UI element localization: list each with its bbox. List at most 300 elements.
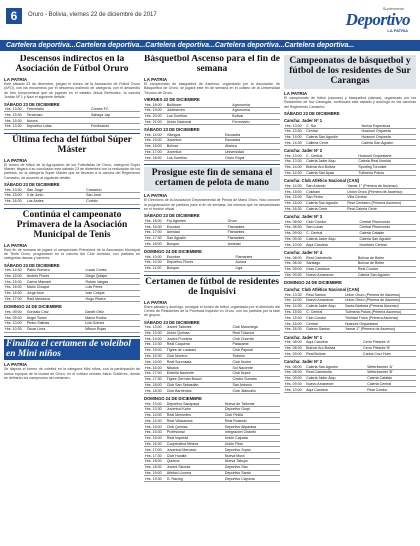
match-time: Hrs. 17:00 [144, 149, 166, 155]
match-time: Hrs. 15:00 [284, 309, 305, 315]
match-time: Hrs. 16:00 [144, 359, 166, 365]
article-kicker: LA PATRIA [4, 362, 28, 368]
home-team: Club Huatila [166, 453, 224, 459]
away-team: Caleria San Agustín [359, 236, 416, 242]
article-body: El torneo de fútbol de la Agrupación de los Futbolistas de Oruro, categoría Súper Máster, llegará a su conclusión este sábado 23 de diciembre con la realización de los partidos, en la categoría Súper Máster que se llevarán a la cancha del Regimiento Camacho, de acuerdo al siguiente detalle. [4, 162, 140, 180]
match-time: Hrs. 13:00 [284, 153, 305, 158]
match-time: Hrs. 18:00 [144, 155, 166, 161]
home-team: Cooperativa Minera [166, 441, 224, 447]
home-team: Jorge Arce [26, 290, 85, 296]
home-team: Nikalos [166, 365, 232, 371]
article-headline: Última fecha del fútbol Súper Máster [12, 134, 132, 155]
away-team: Nueva Tabuyo [224, 458, 280, 464]
away-team: Hugo Rivera [85, 296, 141, 302]
away-team: Luis Gómez [84, 320, 140, 326]
section-banner: Cartelera deportiva...Cartelera deportiva...Cartelera deportiva...Cartelera deportiva...Cartelera deportiva... [0, 40, 420, 51]
article-body: El campeonato de básquetbol de Ascenso, organizado por la Asociación de Básquetbol de Oruro, se jugará este fin de semana en el coliseo de la Universidad Técnica de Oruro. [144, 81, 280, 95]
home-team: San Agustín [166, 235, 227, 241]
home-team: Bosque [166, 265, 235, 271]
away-team: Caleria San Agustín [361, 140, 416, 146]
venue-title: Cancha: Jader Nº 2 [284, 148, 323, 154]
match-time: Hrs. 16:30 [144, 224, 166, 230]
home-team: Nuevo Amanecer [305, 381, 366, 387]
match-time: Hrs. 17:30 [144, 235, 166, 241]
article-kicker: LA PATRIA [4, 157, 28, 163]
logo-title: Deportivo [345, 10, 410, 29]
away-team: Deportivo Gurpi [224, 406, 280, 412]
home-team: Raúl Mendoza [26, 296, 85, 302]
match-time: Hrs. 09:00 [284, 266, 305, 272]
away-team: Santa Bárbara (Primera Ascenso) [344, 303, 416, 309]
match-time: Hrs. 13:30 [4, 123, 26, 129]
away-team: Daniel Ortiz [84, 309, 140, 314]
schedule-date: SÁBADO 23 DE DICIEMBRE [4, 182, 60, 188]
home-team: C. Central [305, 153, 357, 158]
home-team: Real Caquena [166, 342, 232, 348]
away-team: Hombres Central [359, 242, 416, 248]
match-time: Hrs. 18:30 [144, 388, 166, 394]
away-team: Villa Central [346, 194, 416, 200]
away-team: Marco Rocha [84, 315, 140, 321]
article-body: Este sábado 23 de diciembre, juegan el torneo de la Asociación de Fútbol Oruro (AFO), con los encuentros por el descenso indirecto de categoría, con el desarrollo de tres compromisos que se jugarán en el estadio Jesús Bermúdez, la cancha Jordán Nº 1 y Nazi el siguiente detalle. [4, 81, 140, 100]
home-team: Caleria Centr [305, 206, 346, 212]
match-time: Hrs. 18:00 [144, 102, 166, 107]
match-time: Hrs. 09:30 [284, 236, 305, 242]
away-team: Caleria Central [366, 381, 416, 387]
away-team: Bolívar de Belen [357, 260, 416, 266]
away-team: Flamantes [227, 224, 280, 230]
home-team: C. Sur [305, 123, 360, 128]
match-time: Hrs. 15:30 [4, 279, 26, 285]
schedule-date: VIERNES 22 DE DICIEMBRE [144, 97, 200, 103]
away-team: Real Caleria Centr [346, 206, 416, 212]
match-time: Hrs. 13:00 [144, 325, 166, 330]
match-time: Hrs. 13:30 [284, 128, 305, 134]
home-team: San Jorge [26, 187, 85, 192]
schedule-date: SÁBADO 23 DE DICIEMBRE [144, 319, 200, 325]
away-team: Huanuni Orquesta [361, 128, 416, 134]
match-time: Hrs. 10:00 [284, 242, 305, 248]
match-time: Hrs. 08:00 [284, 219, 305, 224]
away-team: Bolívar de Belen [357, 255, 416, 260]
away-team: Real Centauro (Primera Ascenso) [346, 200, 416, 206]
article-kicker: LA PATRIA [144, 299, 168, 305]
home-team: Juldeseven [166, 107, 232, 113]
article-headline: Certamen de fútbol de residentes de Inquisivi [145, 276, 279, 297]
match-time: Hrs. 14:30 [144, 418, 166, 424]
home-team: Los Sureños [166, 113, 232, 119]
away-team: Universidad [224, 149, 280, 155]
supplement-logo [322, 6, 414, 34]
match-time: Hrs. 16:30 [144, 365, 166, 371]
match-time: Hrs. 15:30 [4, 112, 26, 118]
match-time: Hrs. 15:30 [144, 353, 166, 359]
match-time: Hrs. 13:00 [284, 123, 305, 128]
match-time: Hrs. 15:00 [4, 273, 26, 279]
article-body: Este fin de semana se jugará el campeonato Primavera de la Asociación Municipal de Tenis Oruro, programado en la cancha del Club Amistad, con partidos en categorías damas y varones. [4, 247, 140, 261]
match-time: Hrs. 13:30 [4, 187, 26, 192]
away-team: Escuadra [224, 132, 280, 137]
home-team: Real Sorensala [166, 359, 232, 365]
match-time: Hrs. 15:00 [284, 189, 305, 195]
article-kicker: LA PATRIA [4, 242, 28, 248]
home-team: Caleria Jader Aiqu [305, 236, 358, 242]
home-team: Real Carimbolia [305, 369, 366, 375]
match-time: Hrs. 16:00 [284, 200, 305, 206]
home-team: Gonzalo Cruz [26, 309, 84, 314]
away-team: Real Condor [366, 387, 416, 393]
schedule-table [4, 187, 140, 204]
away-team: Trinidad Turco (Primera Ascenso) [344, 315, 416, 321]
away-team: Club Pinilla [224, 412, 280, 418]
article-body: El Directorio de la Asociación Departamental de Pelota de Mano Oruro, hizo conocer la programación de partidos para el fin de semana, los mismos que se desarrollarán en el frontón oficial. [144, 198, 280, 211]
home-team: Club San Sebastián [166, 382, 232, 388]
schedule-table [4, 309, 140, 332]
home-team: Tercerazo [26, 112, 90, 118]
away-team: Nueva Esperanza [361, 123, 416, 128]
match-time: Hrs. 16:30 [4, 290, 26, 296]
venue-title: Cancha: Jader Nº 1 [284, 118, 323, 124]
schedule-row [144, 388, 280, 394]
home-team: Juvent Tallones [166, 325, 232, 330]
home-team: Profesional [166, 430, 224, 436]
home-team: Caleria Jader Aiqu [305, 375, 366, 381]
schedule-date: SÁBADO 23 DE DICIEMBRE [144, 127, 200, 133]
away-team: Iván Colque [85, 290, 141, 296]
home-team: Óscar Lima [26, 326, 84, 332]
schedule-table [144, 102, 280, 125]
schedule-row [4, 296, 140, 302]
match-time: Hrs. 18:00 [144, 458, 166, 464]
match-time: Hrs. 16:00 [144, 435, 166, 441]
away-team: Amistad [227, 241, 280, 247]
home-team: Bolívar Aro Bolivia [305, 345, 362, 351]
home-team: Bolívar [166, 143, 224, 149]
away-team: Yamar 1° (Primera de Ascenso) [344, 327, 416, 333]
page-number: 6 [6, 8, 22, 24]
match-time: Hrs. 16:00 [4, 285, 26, 291]
schedule-date: DOMINGO 24 DE DICIEMBRE [144, 396, 202, 402]
home-team: G. Racing [166, 476, 224, 482]
match-time: Hrs. 17:00 [144, 447, 166, 453]
match-time: Hrs. 08:30 [284, 369, 305, 375]
schedule-row [4, 326, 140, 332]
article-body: Se disputa el torneo de voleibol en la categoría Mini niños, con la participación de varios equipos de la ciudad de Oruro, en el coliseo cerrado Mario Gutiérrez, donde se definirán los campeones del certamen. [4, 367, 140, 381]
article-kicker: LA PATRIA [144, 76, 168, 82]
schedule-table [284, 219, 416, 248]
away-team: Oruro Royal [224, 155, 280, 161]
schedule-row [144, 241, 280, 247]
home-team: Bolívar Aro Bolivia [305, 164, 357, 170]
home-team: Juventud [166, 149, 224, 155]
away-team: Deportivo Aliparasa [224, 424, 280, 430]
away-team: Patacame [231, 342, 280, 348]
match-time: Hrs. 14:00 [144, 336, 166, 342]
away-team: Flamantes [227, 229, 280, 235]
home-team: Andrés Flores [26, 273, 85, 279]
home-team: Los Sureños [166, 155, 224, 161]
home-team: Club Moreno [166, 353, 232, 359]
away-team: Unión Cajuata [224, 435, 280, 441]
schedule-row [144, 119, 280, 125]
match-time: Hrs. 08:00 [284, 364, 305, 369]
home-team: Calleria Centr [305, 140, 360, 146]
logo-super: Suplemento [382, 6, 404, 11]
schedule-row [4, 198, 140, 204]
match-time: Hrs. 16:00 [284, 321, 305, 327]
schedule-table [4, 268, 140, 303]
venue-title: Cancha: Jader Nº 2 [284, 359, 323, 365]
schedule-table [284, 153, 416, 176]
match-time: Hrs. 17:30 [144, 376, 166, 382]
column-middle [144, 55, 280, 542]
schedule-row [284, 272, 416, 278]
venue-title: Cancha: Club Atlético Nacional (CAN) [284, 178, 359, 184]
match-time: Hrs. 16:00 [144, 218, 166, 223]
away-team: Oruro [227, 218, 280, 223]
article-kicker: LA PATRIA [284, 90, 308, 96]
away-team: Real Condor [357, 266, 416, 272]
away-team: San Antonio [231, 382, 280, 388]
home-team: Amistad [166, 229, 227, 235]
home-team: Aurora [26, 118, 90, 124]
away-team: Deportivo Santa [224, 470, 280, 476]
article-headline: Básquetbol Ascenso para el fin de semana [144, 55, 280, 74]
away-team: San José [85, 193, 140, 199]
home-team: C. Central [305, 309, 344, 315]
away-team: Carlos Cruz Hum [362, 351, 416, 357]
schedule-date: DOMINGO 24 DE DICIEMBRE [144, 249, 202, 255]
home-team: Real Mercedes [166, 412, 224, 418]
match-time: Hrs. 15:30 [4, 118, 26, 124]
group-list [284, 287, 416, 393]
away-team: Caleria San Agustín [357, 272, 416, 278]
match-time: Hrs. 14:30 [4, 268, 26, 273]
home-team: Nuevo Amanecer [305, 298, 344, 304]
match-time: Hrs. 16:00 [144, 143, 166, 149]
home-team: Pablo Romero [26, 268, 85, 273]
schedule-table [144, 401, 280, 482]
match-time: Hrs. 15:30 [144, 430, 166, 436]
away-team: Central Pisorcondo [359, 225, 416, 231]
away-team: Ferdinando [90, 123, 140, 129]
home-team: Ángel Torrez [26, 315, 84, 321]
home-team: Los Andes [26, 198, 85, 204]
home-team: Atlético Licoma [166, 470, 224, 476]
away-team: Real Rolando [224, 418, 280, 424]
home-team: Estrella Naciente [166, 371, 232, 377]
schedule-row [4, 123, 140, 129]
home-team: Aqui Carolina [305, 242, 358, 248]
schedule-table [144, 254, 280, 271]
match-time: Hrs. 14:00 [144, 412, 166, 418]
away-team: Weterbanner 'B' [366, 369, 416, 375]
home-team: Caleria Jader Aiqu [305, 159, 357, 165]
away-team: Caleria Catalán [366, 375, 416, 381]
match-time: Hrs. 19:00 [144, 470, 166, 476]
match-time: Hrs. 14:00 [284, 164, 305, 170]
away-team: Real Tolomos [231, 330, 280, 336]
match-time: Hrs. 09:00 [284, 375, 305, 381]
away-team: Sobrino [231, 353, 280, 359]
away-team: Tullmeria Pokos [357, 170, 416, 176]
match-time: Hrs. 15:00 [144, 138, 166, 144]
schedule-row [284, 242, 416, 248]
schedule-table [284, 364, 416, 393]
match-time: Hrs. 10:30 [4, 326, 26, 332]
match-time: Hrs. 15:00 [144, 347, 166, 353]
home-team: Club Condor [305, 219, 358, 224]
home-team: Juvent Frontera [166, 336, 232, 342]
home-team: Caleria Jader Aiqu [305, 303, 344, 309]
home-team: Deportivo Flores [166, 260, 235, 266]
away-team: Cerro Pefanfa 'B' [362, 345, 416, 351]
away-team: Tullmeria Pokos (Primera Ascenso) [344, 309, 416, 315]
away-team: Aurora [234, 260, 280, 266]
match-time: Hrs. 14:30 [144, 342, 166, 348]
away-team: Camacho [85, 187, 140, 192]
away-team: Cóndor FC [90, 107, 140, 112]
match-time: Hrs. 14:00 [284, 134, 305, 140]
match-time: Hrs. 15:00 [4, 193, 26, 199]
schedule-table [284, 183, 416, 212]
home-team: Real Villacamca [166, 418, 224, 424]
home-team: Vikingos [166, 132, 224, 137]
home-team: Nuevo Amanecer [305, 272, 357, 278]
match-time: Hrs. 13:30 [284, 292, 305, 297]
match-time: Hrs. 14:00 [144, 132, 166, 137]
match-time: Hrs. 15:00 [144, 424, 166, 430]
article-headline: Prosigue este fin de semana el certamen de pelota de mano [144, 167, 280, 191]
home-team: Carlos Mamani [26, 279, 85, 285]
schedule-date: DOMINGO 24 DE DICIEMBRE [284, 280, 342, 286]
away-team: Deportivo Cayuma [224, 476, 280, 482]
venue-title: Cancha: Jader Nº 1 [284, 334, 323, 340]
match-time: Hrs. 14:00 [284, 298, 305, 304]
away-team: Nueva Mura [224, 453, 280, 459]
match-time: Hrs. 17:30 [144, 453, 166, 459]
venue-title: Cancha: Jader Nº 4 [284, 250, 323, 256]
article-kicker: LA PATRIA [4, 76, 28, 82]
match-time: Hrs. 17:00 [144, 229, 166, 235]
match-time: Hrs. 15:30 [284, 194, 305, 200]
match-time: Hrs. 14:30 [284, 140, 305, 146]
home-team: Aqui Carolina [305, 340, 362, 345]
home-team: Caleria San Agustín [305, 200, 346, 206]
home-team: Juvent Siconia [166, 464, 224, 470]
home-team: Caleria San Agustín [305, 364, 366, 369]
match-time: Hrs. 08:00 [284, 255, 305, 260]
schedule-row [284, 170, 416, 176]
schedule-table [284, 123, 416, 146]
article-headline: Finaliza el certamen de voleibol en Mini niños [4, 339, 140, 361]
article-body: El campeonato de fútbol (varones) y básquetbol (damas), organizado por los Residentes de Sur Carangas, continuará este sábado y domingo en las canchas del Regimiento Camacho. [284, 95, 416, 109]
article-kicker: LA PATRIA [144, 193, 168, 199]
home-team: Central [305, 128, 360, 134]
away-team: Central Pisorcondo [359, 219, 416, 224]
schedule-table [284, 340, 416, 357]
match-time: Hrs. 20:00 [144, 113, 166, 119]
match-time: Hrs. 19:30 [144, 476, 166, 482]
home-team: Colchani [305, 189, 346, 195]
schedule-row [284, 327, 416, 333]
away-team: Integración Chambi [224, 430, 280, 436]
away-team: Deportivo San [224, 464, 280, 470]
schedule-table [284, 292, 416, 332]
match-time: Hrs. 14:30 [284, 170, 305, 176]
match-time: Hrs. 18:00 [144, 241, 166, 247]
schedule-table [144, 325, 280, 394]
away-team: Agronomía [231, 102, 280, 107]
match-time: Hrs. 10:00 [4, 320, 26, 326]
away-team: Sol Naciente [231, 365, 280, 371]
schedule-date: SÁBADO 23 DE DICIEMBRE [144, 213, 200, 219]
schedule-table [144, 218, 280, 247]
home-team: Bulldozer [166, 102, 232, 107]
match-time: Hrs. 16:30 [284, 206, 305, 212]
home-team: Juventud Mercado [166, 447, 224, 453]
home-team: San Lucas [305, 225, 358, 231]
home-team: Club Condor [305, 315, 344, 321]
schedule-row [144, 476, 280, 482]
away-team: Escuadra [224, 138, 280, 144]
away-team: Cerro Pefanfa 'A' [362, 340, 416, 345]
away-team: Diego Quispe [85, 273, 141, 279]
home-team: San Antonio [305, 183, 346, 188]
home-team: Juventud Kahn [166, 406, 224, 412]
home-team: Ferroviario [26, 107, 90, 112]
match-time: Hrs. 19:00 [144, 107, 166, 113]
away-team: Bolívar [231, 113, 280, 119]
match-time: Hrs. 13:00 [144, 401, 166, 406]
away-team: Ferroviario [231, 119, 280, 125]
match-time: Hrs. 15:30 [284, 315, 305, 321]
home-team: Real Santos [305, 292, 344, 297]
home-team: Escobar [166, 224, 227, 230]
home-team: San Pedro [305, 194, 346, 200]
group-list [284, 118, 416, 278]
venue-title: Cancha: Jader Nº 3 [284, 214, 323, 220]
away-team: Unión Oruro (Primera de Ascenso) [344, 292, 416, 297]
schedule-date: DOMINGO 24 DE DICIEMBRE [4, 304, 62, 310]
home-team: C. Central [305, 230, 358, 236]
match-time: Hrs. 14:30 [284, 183, 305, 188]
home-team: Deportivo Lidas [26, 123, 90, 129]
match-time: Hrs. 11:00 [144, 265, 166, 271]
schedule-row [284, 351, 416, 357]
match-time: Hrs. 09:00 [284, 230, 305, 236]
match-time: Hrs. 17:00 [4, 296, 26, 302]
venue-title: Cancha: Club Atlético Nacional (CAN) [284, 287, 359, 293]
home-team: Santiago [305, 260, 357, 266]
schedule-row [144, 265, 280, 271]
schedule-row [284, 140, 416, 146]
match-time: Hrs. 08:30 [284, 345, 305, 351]
away-team: Yamar 1° (Primera de Ascenso) [346, 183, 416, 188]
match-time: Hrs. 13:30 [144, 406, 166, 412]
away-team: Club Noche [231, 359, 280, 365]
home-team: Escobar [166, 254, 235, 259]
home-team: Tigres de Lucatani [166, 347, 232, 353]
match-time: Hrs. 18:30 [144, 464, 166, 470]
match-time: Hrs. 13:30 [144, 330, 166, 336]
home-team: Pedro Salinas [26, 320, 84, 326]
away-team: Unión Real [224, 441, 280, 447]
home-team: Real Inquisivi [166, 435, 224, 441]
home-team: Real Carimbolia [305, 255, 357, 260]
schedule-row [284, 206, 416, 212]
home-team: Bosque [166, 241, 227, 247]
